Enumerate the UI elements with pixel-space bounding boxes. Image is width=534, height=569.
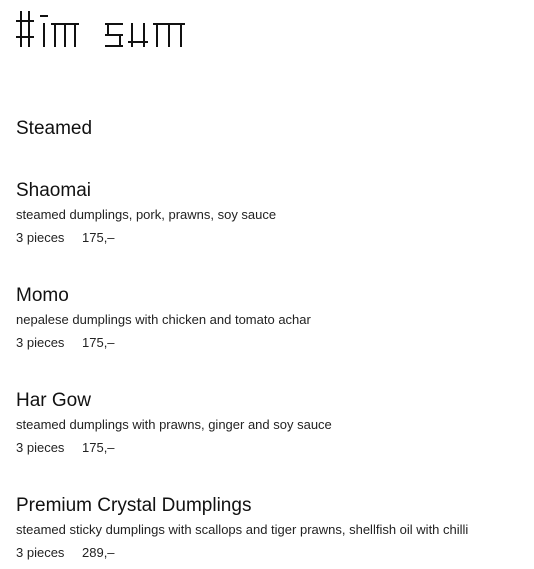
menu-item-price: 175,– [82,335,115,350]
dim-sum-logo [16,10,188,48]
menu-item-premium-crystal-dumplings [16,495,526,561]
menu-item-pieces: 3 pieces [16,440,65,455]
menu-item-momo [16,285,526,351]
menu-item-price: 175,– [82,440,115,455]
menu-item-description: steamed dumplings, pork, prawns, soy sauce [16,207,277,222]
menu-item-meta [16,544,526,561]
menu-item-name: Premium Crystal Dumplings [16,495,252,516]
menu-item-meta [16,229,526,246]
menu-item-name: Har Gow [16,390,91,411]
menu-item-pieces: 3 pieces [16,545,65,560]
menu-item-description: steamed dumplings with prawns, ginger and soy sauce [16,417,332,432]
menu-item-description: nepalese dumplings with chicken and tomato achar [16,312,311,327]
section-title-steamed: Steamed [16,118,93,139]
chopsticks-logo-icon [16,10,188,48]
menu-item-price: 289,– [82,545,115,560]
menu-item-description: steamed sticky dumplings with scallops and tiger prawns, shellfish oil with chilli [16,522,469,537]
menu-item-har-gow [16,390,526,456]
menu-item-name: Momo [16,285,69,306]
menu-item-meta [16,334,526,351]
menu-item-pieces: 3 pieces [16,230,65,245]
menu-item-name: Shaomai [16,180,91,201]
menu-item-pieces: 3 pieces [16,335,65,350]
menu-item-meta [16,439,526,456]
menu-item-shaomai [16,180,526,246]
menu-item-price: 175,– [82,230,115,245]
